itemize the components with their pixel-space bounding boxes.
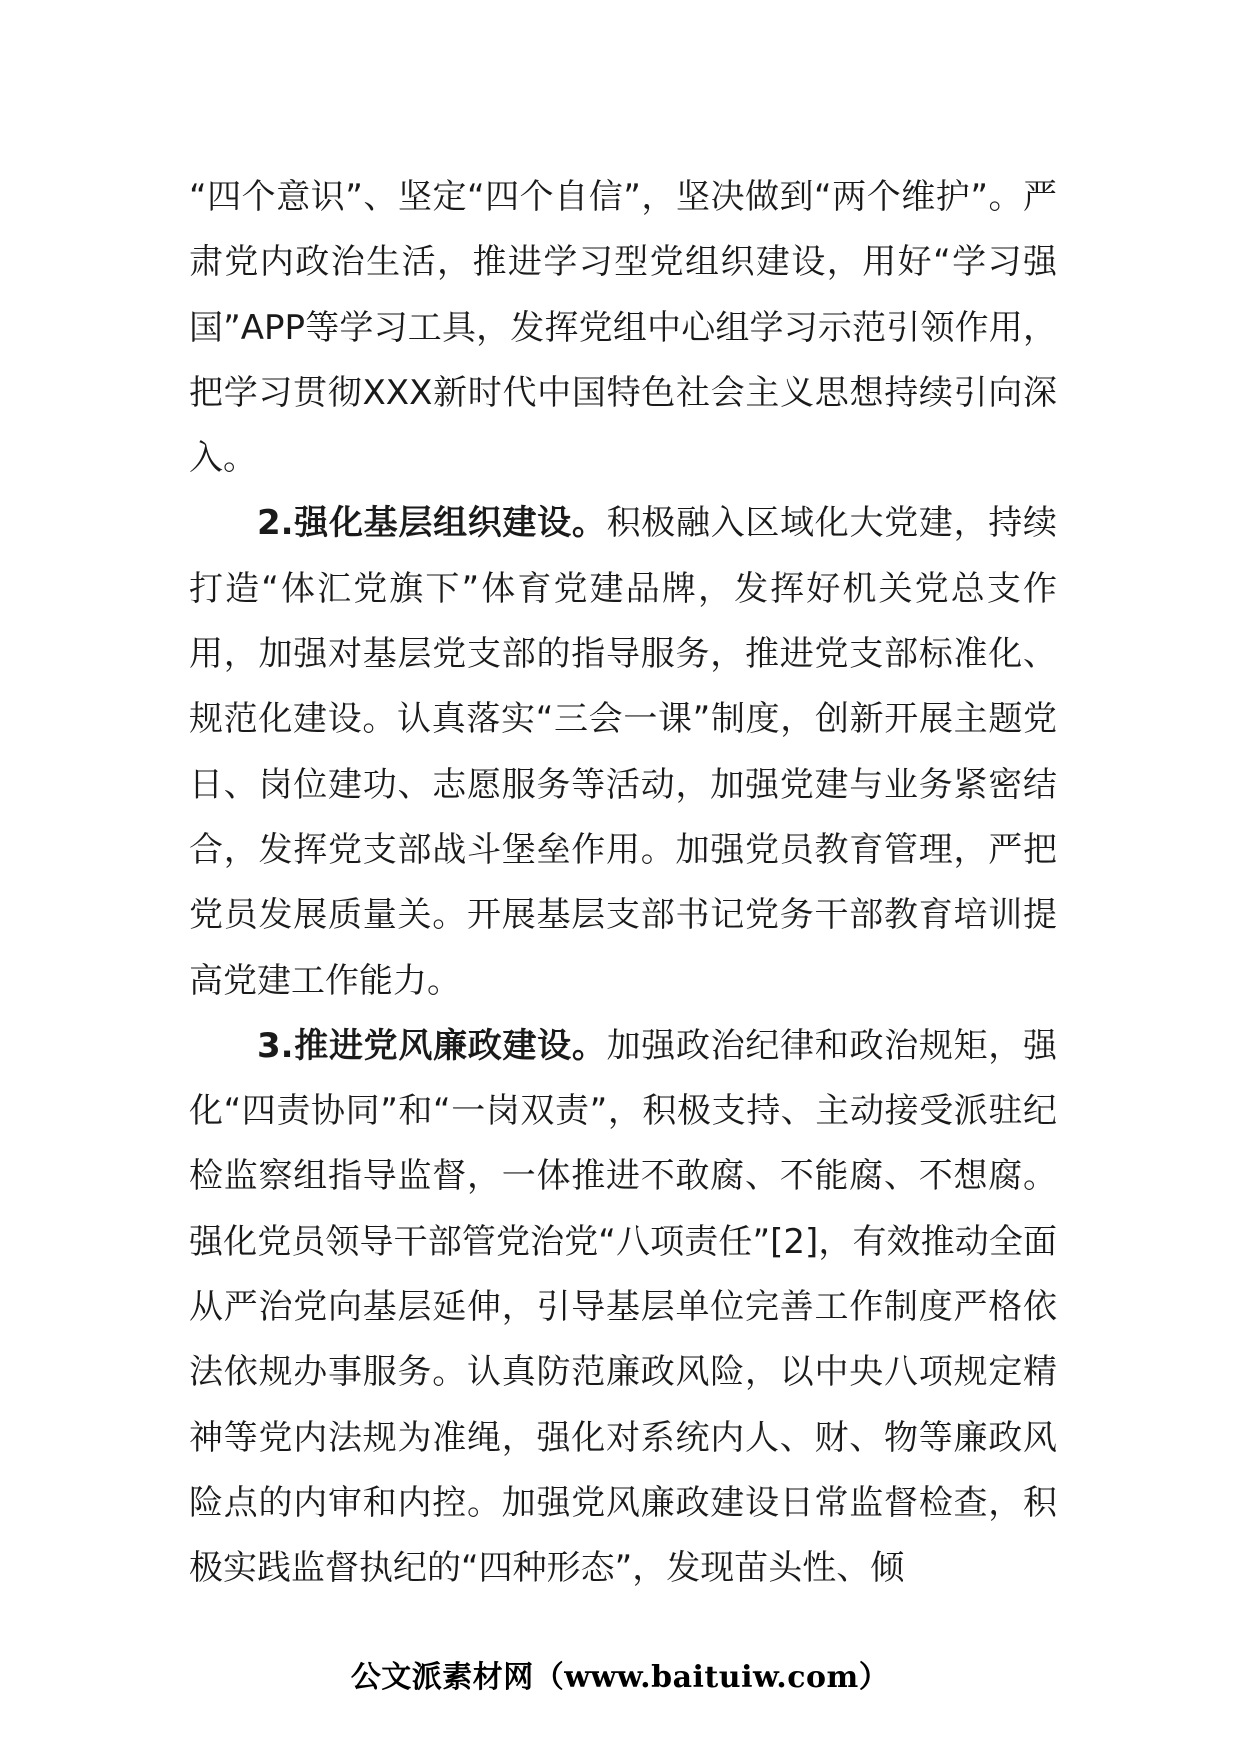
paragraph-text: 积极融入区域化大党建，持续打造“体汇党旗下”体育党建品牌，发挥好机关党总支作用，加强对基层党支部的指导服务，推进党支部标准化、规范化建设。认真落实“三会一课”制度，创新开展主题党日、岗位建功、志愿服务等活动，加强党建与业务紧密结合，发挥党支部战斗堡垒作用。加强党员教育管理，严把党员发展质量关。开展基层支部书记党务干部教育培训提高党建工作能力。: [189, 503, 1058, 1001]
paragraph-continued: [189, 165, 1057, 491]
footer-watermark: 公文派素材网（www.baituiw.com）: [350, 1660, 890, 1695]
paragraph-text: 加强政治纪律和政治规矩，强化“四责协同”和“一岗双责”，积极支持、主动接受派驻纪检监察组指导监督，一体推进不敢腐、不能腐、不想腐。强化党员领导干部管党治党“八项责任”[2]，有效推动全面从严治党向基层延伸，引导基层单位完善工作制度严格依法依规办事服务。认真防范廉政风险，以中央八项规定精神等党内法规为准绳，强化对系统内人、财、物等廉政风险点的内审和内控。加强党风廉政建设日常监督检查，积极实践监督执纪的“四种形态”，发现苗头性、倾: [189, 1025, 1058, 1589]
paragraph-heading: 3.推进党风廉政建设。: [257, 1025, 607, 1066]
paragraph-clean-governance: [189, 1014, 1057, 1602]
paragraph-text: “四个意识”、坚定“四个自信”，坚决做到“两个维护”。严肃党内政治生活，推进学习型党组织建设，用好“学习强国”APP等学习工具，发挥党组中心组学习示范引领作用，把学习贯彻XXX新时代中国特色社会主义思想持续引向深入。: [189, 177, 1057, 479]
body-text: [189, 165, 1057, 1602]
paragraph-heading: 2.强化基层组织建设。: [257, 503, 607, 544]
paragraph-grassroots-organization: [189, 491, 1057, 1013]
